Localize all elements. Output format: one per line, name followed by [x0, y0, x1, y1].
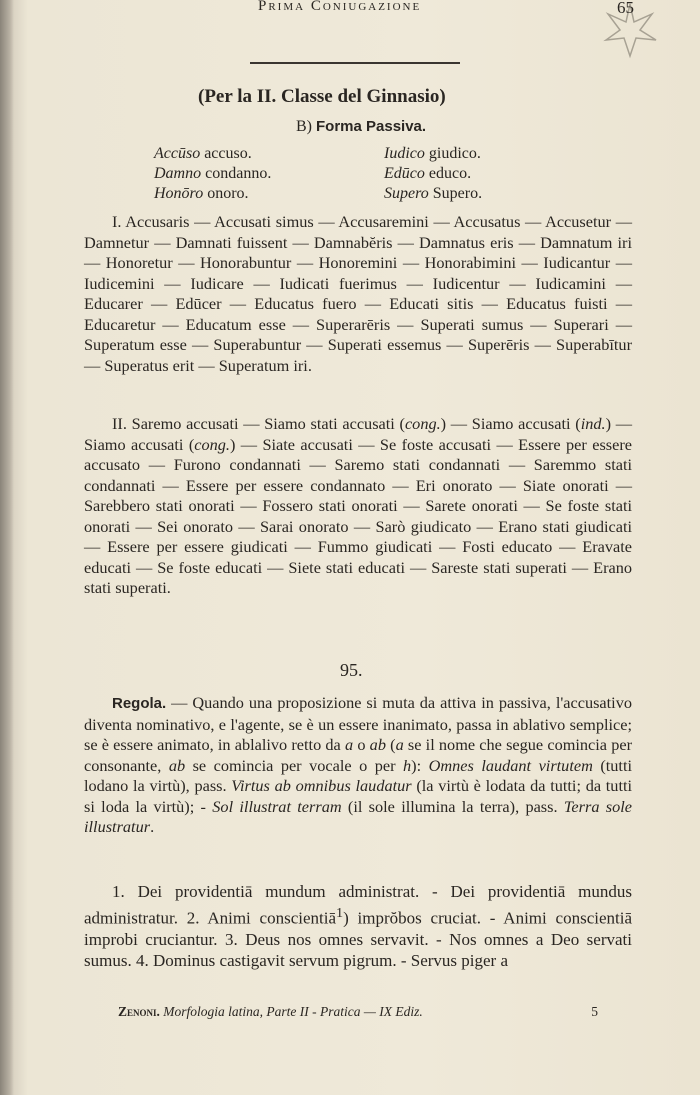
rule-italic: ab	[369, 735, 386, 754]
rule-text: (la virtù è lodata da tutti; da tutti si loda la virtù); -	[84, 776, 633, 816]
rule-example-latin: Terra sole illustratur	[84, 796, 632, 836]
rule-text: o	[353, 735, 370, 754]
exercise-95-text: ) imprŏbos cruciat. - Animi conscientiā improbi cruciantur. 3. Deus nos omnes servavit. - Nos omnes a Deo servati sumus. 4. Dominus castigavit servum pigrum. - Servus piger a	[84, 908, 632, 971]
exercise-95	[84, 881, 632, 972]
footer-author: Zenoni.	[118, 1004, 160, 1019]
exercise-i-paragraph	[84, 212, 632, 376]
exercise-ii-text: Saremo accusati — Siamo stati accusati (	[131, 414, 405, 433]
vocab-italian: giudico.	[428, 145, 481, 162]
rule-block	[84, 693, 632, 838]
vocab-latin: Iudico	[384, 145, 425, 162]
rule-italic: ab	[168, 755, 186, 775]
footer-signature: 5	[591, 1004, 598, 1019]
vocab-italian: Supero.	[432, 185, 483, 202]
vocab-latin: Supero	[384, 185, 429, 202]
rule-label: Regola.	[112, 695, 167, 712]
exercise-ii-number: II.	[112, 414, 127, 433]
subtitle-prefix: B)	[296, 118, 312, 135]
rule-example-latin: Omnes laudant virtutem	[428, 755, 593, 775]
exercise-i	[84, 212, 632, 376]
rule-italic: a	[395, 735, 404, 754]
rule-italic: a	[344, 735, 354, 754]
vocab-latin: Damno	[154, 165, 202, 182]
vocabulary-list	[154, 144, 554, 204]
page-binding-shadow	[0, 0, 14, 1095]
page-footer	[118, 1004, 598, 1020]
vocabulary-row	[154, 144, 554, 164]
exercise-ii-text: ) — Siamo accusati (	[84, 414, 632, 454]
rule-paragraph	[84, 693, 632, 838]
vocab-italian: condanno.	[205, 165, 272, 182]
rule-text: ):	[411, 755, 429, 775]
section-number: 95.	[340, 660, 363, 680]
exercise-ii	[84, 414, 632, 599]
exercise-95-paragraph	[84, 881, 632, 972]
header-rule	[250, 62, 460, 64]
rule-italic: h	[403, 755, 412, 775]
footnote-marker: 1	[336, 904, 344, 921]
running-header: Prima Coniugazione	[258, 0, 422, 14]
exercise-ii-text: ) — Siamo accusati (	[440, 414, 581, 433]
exercise-ii-text: ) — Siate accusati — Se foste accusati — Essere per essere accusato — Furono condannati — Saremo stati condannati — Saremmo stati condannati — Essere per essere condannato — Eri onorato — Siate onorati — Sarebbero stati onorati — Fossero stati onorati — Sarete onorati — Se foste stati onorati — Sei onorato — Sarai onorato — Sarò giudicato — Erano stati giudicati — Essere per essere giudicati — Fummo giudicati — Fosti educato — Eravate educati — Se foste educati — Siete stati educati — Sareste stati superati — Erano stati superati.	[84, 434, 633, 597]
footer-title: Morfologia latina, Parte II - Pratica — IX Ediz.	[163, 1004, 423, 1019]
subtitle-label: Forma Passiva.	[316, 118, 427, 135]
vocab-latin: Edūco	[384, 165, 425, 182]
rule-text: .	[150, 817, 155, 836]
rule-text: (tutti lodano la virtù), pass.	[84, 755, 632, 795]
mood-abbrev: cong.	[194, 434, 230, 454]
rule-text: (il sole illumina la terra), pass.	[341, 796, 564, 816]
subtitle	[296, 118, 426, 136]
vocab-latin: Accūso	[154, 145, 201, 162]
mood-abbrev: cong.	[404, 414, 441, 433]
rule-text: (	[385, 735, 396, 754]
rule-example-latin: Virtus ab omnibus laudatur	[231, 776, 412, 795]
vocab-italian: accuso.	[204, 145, 252, 162]
page-number: 65	[617, 0, 634, 17]
vocab-latin: Honōro	[154, 185, 204, 202]
vocabulary-row	[154, 164, 554, 184]
mood-abbrev: ind.	[580, 414, 606, 433]
exercise-i-text: Accusaris — Accusati simus — Accusaremini — Accusatus — Accusetur — Damnetur — Damnati fuissent — Damnabĕris — Damnatus eris — Damnatum iri — Honoretur — Honorabuntur — Honoremini — Honorabimini — Iudicantur — Iudicemini — Iudicare — Iudicati fuerimus — Iudicentur — Iudicamini — Educarer — Edūcer — Educatus fuero — Educati sitis — Educatus fuisti — Educaretur — Educatum esse — Superarēris — Superati sumus — Superari — Superatum esse — Superabuntur — Superati essemus — Superēris — Superabītur — Superatus erit — Superatum iri.	[84, 212, 632, 375]
exercise-i-number: I.	[112, 212, 122, 231]
rule-example-latin: Sol illustrat terram	[212, 796, 342, 816]
vocabulary-row	[154, 184, 554, 204]
vocab-italian: educo.	[428, 165, 472, 182]
vocab-italian: onoro.	[207, 185, 249, 202]
section-title: (Per la II. Classe del Ginnasio)	[198, 86, 446, 107]
rule-text: se comincia per vocale o per	[185, 755, 404, 775]
rule-text: — Quando una proposizione si muta da attiva in passiva, l'accusativo diventa nominativo, e l'agente, se è un essere inanimato, passa in ablativo semplice; se è essere animato, in ablalivo retto da	[84, 693, 632, 754]
exercise-95-text: 1. Dei providentiā mundum administrat. - Dei providentiā mundus administratur. 2. Animi conscientiā	[84, 882, 632, 928]
rule-text: se il nome che segue comincia per consonante,	[84, 735, 633, 775]
exercise-ii-paragraph	[84, 414, 632, 599]
